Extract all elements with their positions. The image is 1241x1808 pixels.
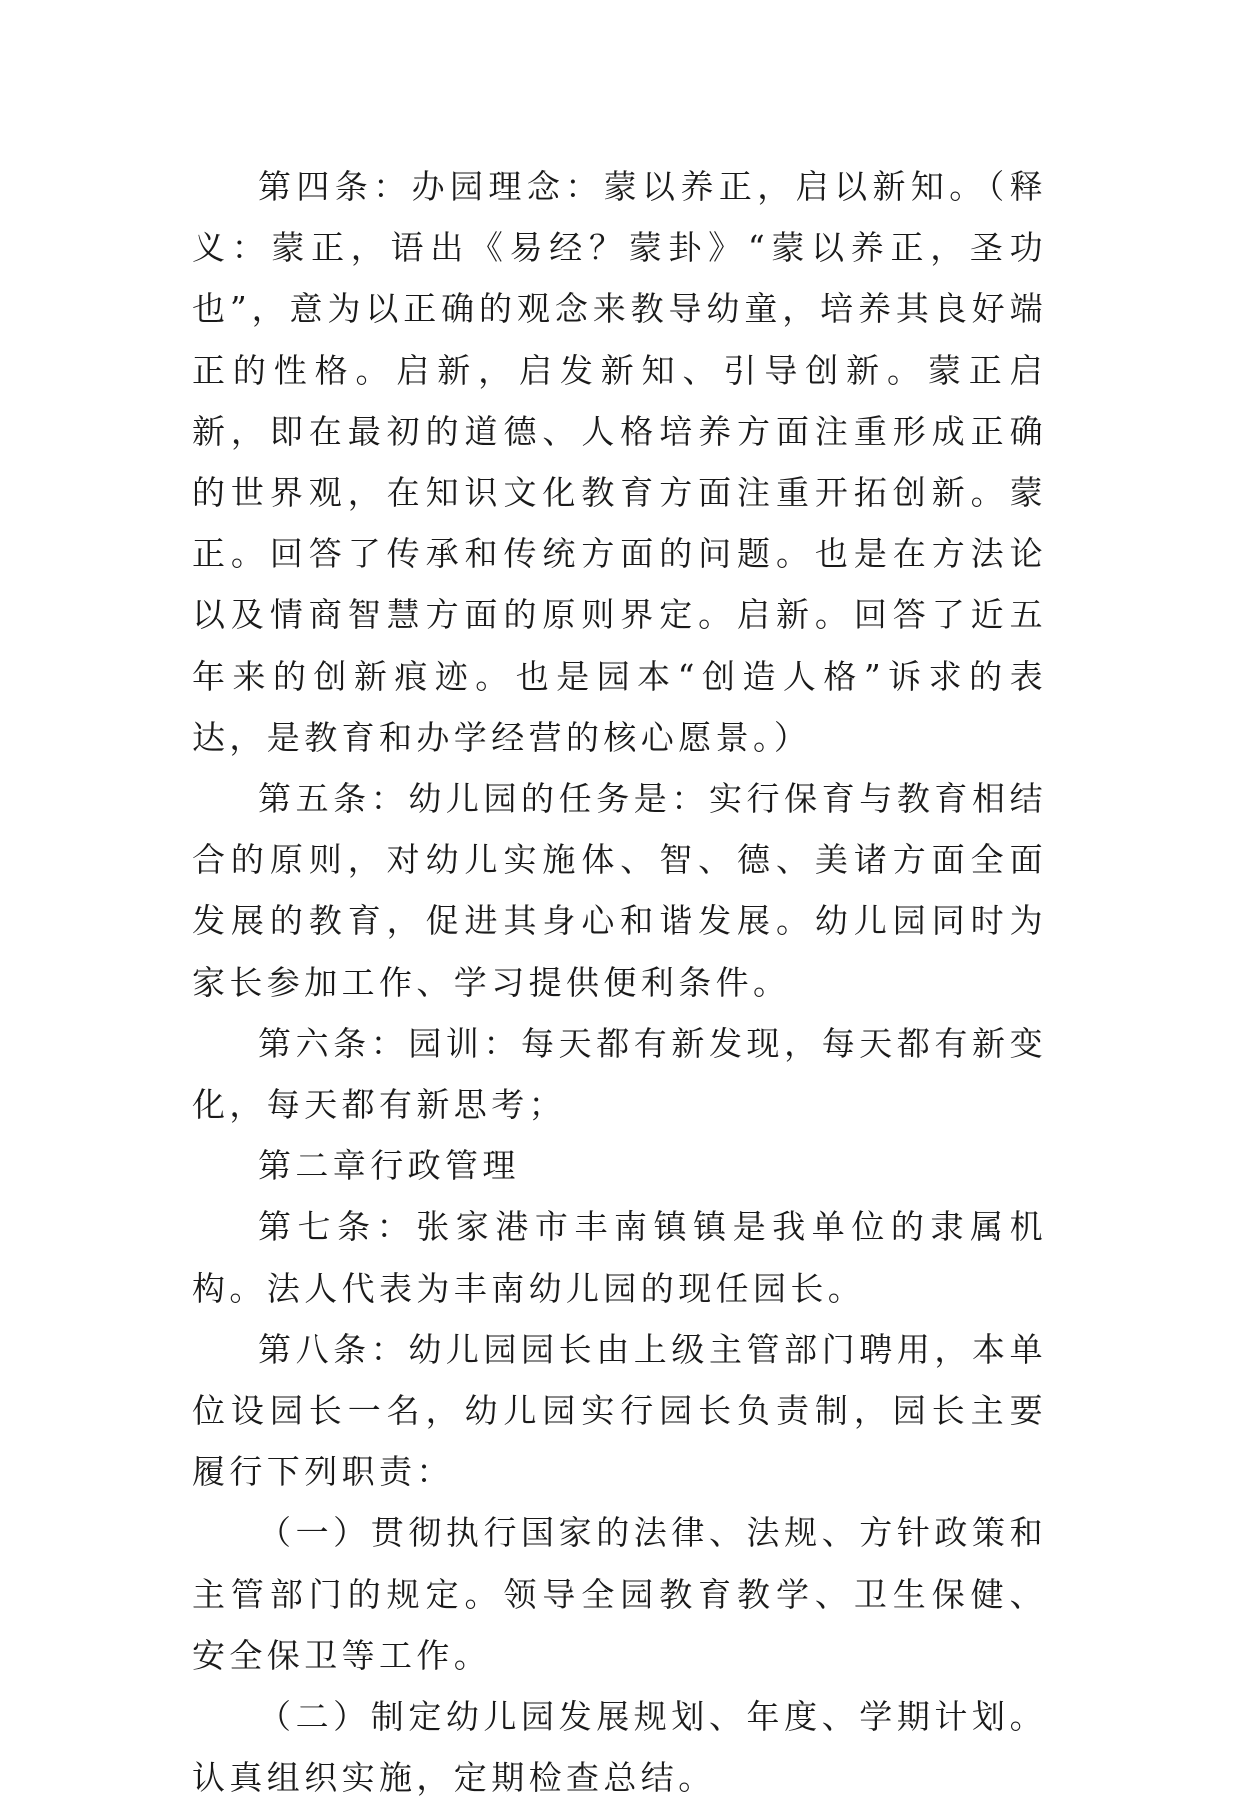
article-7-paragraph: 第七条：张家港市丰南镇镇是我单位的隶属机构。法人代表为丰南幼儿园的现任园长。 [192, 1207, 1047, 1308]
duty-item-1-paragraph: （一）贯彻执行国家的法律、法规、方针政策和主管部门的规定。领导全园教育教学、卫生保健、安全保卫等工作。 [192, 1513, 1047, 1675]
document-body [192, 156, 1047, 1808]
chapter-2-heading: 第二章行政管理 [258, 1146, 520, 1186]
article-6-paragraph: 第六条：园训：每天都有新发现，每天都有新变化，每天都有新思考； [192, 1023, 1047, 1125]
article-5-paragraph: 第五条：幼儿园的任务是：实行保育与教育相结合的原则，对幼儿实施体、智、德、美诸方面全面发展的教育，促进其身心和谐发展。幼儿园同时为家长参加工作、学习提供便利条件。 [192, 779, 1047, 1002]
article-4-paragraph: 第四条：办园理念：蒙以养正，启以新知。（释义：蒙正，语出《易经？蒙卦》“蒙以养正，圣功也”，意为以正确的观念来教导幼童，培养其良好端正的性格。启新，启发新知、引导创新。蒙正启新，即在最初的道德、人格培养方面注重形成正确的世界观，在知识文化教育方面注重开拓创新。蒙正。回答了传承和传统方面的问题。也是在方法论以及情商智慧方面的原则界定。启新。回答了近五年来的创新痕迹。也是园本“创造人格”诉求的表达，是教育和办学经营的核心愿景。） [192, 167, 1047, 757]
duty-item-2-paragraph: （二）制定幼儿园发展规划、年度、学期计划。认真组织实施，定期检查总结。 [192, 1697, 1047, 1798]
article-8-paragraph: 第八条：幼儿园园长由上级主管部门聘用，本单位设园长一名，幼儿园实行园长负责制，园长主要履行下列职责： [192, 1329, 1047, 1492]
